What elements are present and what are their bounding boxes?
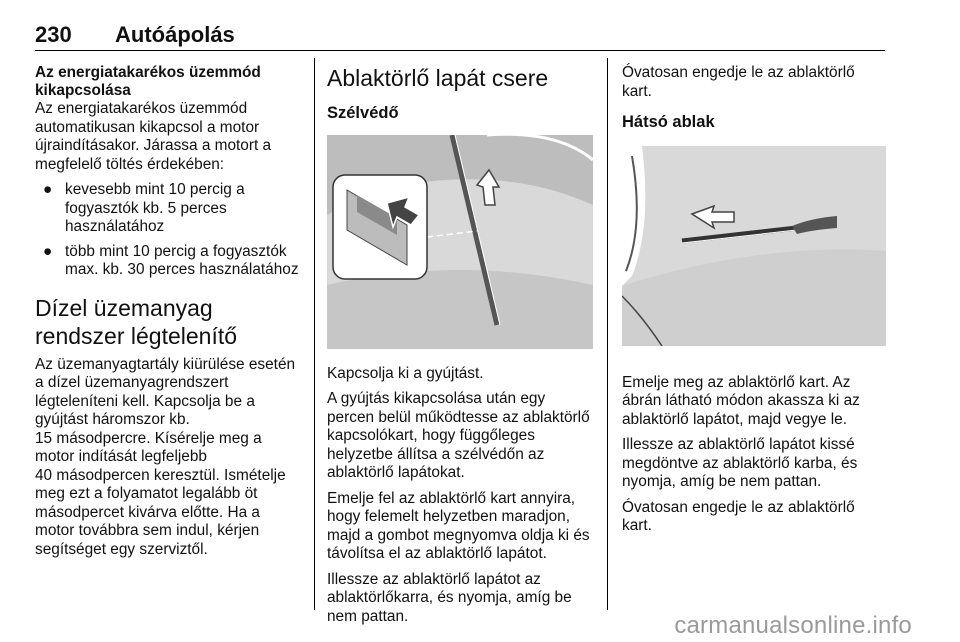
chapter-title: Autóápolás: [115, 22, 235, 47]
windscreen-subheading: Szélvédő: [327, 104, 399, 122]
eco-bullet-list: [35, 181, 303, 280]
page-header: [35, 22, 885, 52]
eco-mode-heading-line2: kikapcsolása: [35, 82, 131, 99]
rear-wiper-illustration: [622, 146, 886, 346]
bullet-icon: ●: [43, 181, 53, 198]
paragraph: A gyújtás kikapcsolása után egy percen belül működtesse az ablaktörlő kapcsolókart, hogy függőleges helyzetbe állítsa a szélvédőn az ablaktörlő lapátokat.: [327, 390, 590, 481]
list-item: [35, 181, 303, 237]
column-right: [622, 64, 888, 543]
intro-paragraph: Óvatosan engedje le az ablaktörlő kart.: [622, 64, 855, 100]
column-divider-2: [607, 58, 608, 610]
list-item: [35, 243, 303, 280]
column-divider-1: [314, 58, 315, 610]
bullet-icon: ●: [43, 242, 53, 260]
bullet-text: kevesebb mint 10 percig a fogyasztók kb. 5 perces használatához: [65, 181, 245, 235]
paragraph: Emelje meg az ablaktörlő kart. Az ábrán látható módon akassza ki az ablaktörlő lapátot, majd vegye le.: [622, 373, 860, 428]
diesel-text-part-a: Az üzemanyagtartály kiürülése esetén a dízel üzemanyagrendszert légteleníteni kell. Kapcsolja be a gyújtást háromszor kb.: [35, 355, 296, 428]
diesel-text-part-c: 40 másodpercen keresztül. Ismételje meg ezt a folyamatot legalább öt másodpercet kivárva előtte. Ha a motor továbbra sem indul, kérjen segítséget egy szerviztől.: [35, 466, 286, 558]
header-rule: [35, 50, 885, 51]
eco-mode-text: Az energiatakarékos üzemmód automatikusan kikapcsol a motor újraindításakor. Járassa a motort a megfelelő töltés érdekében:: [35, 100, 272, 173]
paragraph: Illessze az ablaktörlő lapátot kissé megdöntve az ablaktörlő karba, és nyomja, amíg be nem pattan.: [622, 436, 858, 490]
paragraph: Óvatosan engedje le az ablaktörlő kart.: [622, 498, 855, 534]
watermark: carmanualsonline.info: [674, 612, 912, 639]
page-number: 230: [35, 22, 72, 47]
rear-window-subheading: Hátsó ablak: [622, 113, 715, 131]
column-left: [35, 64, 303, 559]
diesel-text: [35, 356, 303, 560]
eco-mode-heading: [35, 64, 303, 100]
wiper-section-heading: Ablaktörlő lapát csere: [327, 65, 549, 91]
paragraph: Emelje fel az ablaktörlő kart annyira, hogy felemelt helyzetben maradjon, majd a gombot megnyomva oldja ki és távolítsa el az ablaktörlő lapátot.: [327, 489, 590, 562]
windscreen-wiper-illustration: [327, 135, 593, 349]
diesel-text-part-b: 15 másodpercre. Kísérelje meg a motor indítását legfeljebb: [35, 429, 262, 465]
paragraph: Kapcsolja ki a gyújtást.: [327, 364, 484, 382]
diesel-section-heading: Dízel üzemanyag rendszer légtelenítő: [35, 294, 238, 349]
eco-mode-heading-line1: Az energiatakarékos üzemmód: [35, 64, 261, 81]
paragraph: Illessze az ablaktörlő lapátot az ablaktörlőkarra, és nyomja, amíg be nem pattan.: [327, 570, 572, 625]
column-middle: [327, 64, 593, 633]
bullet-text: több mint 10 percig a fogyasztók max. kb. 30 perces használatához: [65, 242, 299, 278]
